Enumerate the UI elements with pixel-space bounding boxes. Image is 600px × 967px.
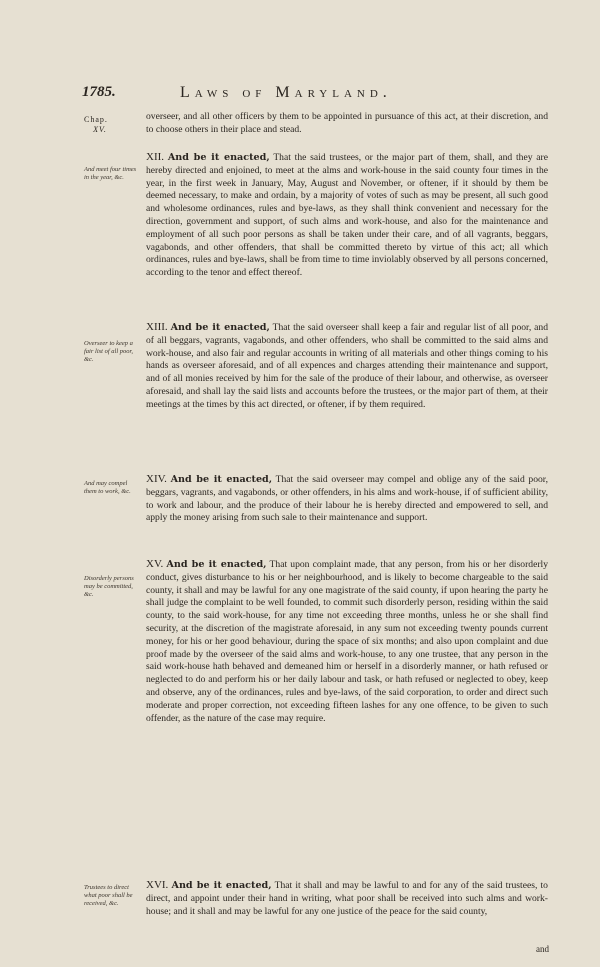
- section-number: XVI.: [146, 879, 169, 891]
- section-text: That the said overseer shall keep a fair and regular list of all poor, and of all beggars, vagrants, vagabonds, and other offenders, who shall be committed to the said alms and work-house, and also fair and regular accounts in writing of all materials and other things coming to his hands as overseer aforesaid, and of all expences and charges attending their maintenance and support, and of all monies received by him for the sale of the produce of their labour, and otherwise, as overseer aforesaid, and shall lay the said lists and accounts before the trustees, or the major part of them, at their meetings at the times by this act directed, or oftener, if by them required.: [146, 322, 548, 410]
- section-text: That it shall and may be lawful to and for any of the said trustees, to direct, and appoint under their hand in writing, what poor shall be received into such alms and work-house; and it shall and may be lawful for any one justice of the peace for the said county,: [146, 880, 548, 917]
- section-number: XV.: [146, 558, 164, 570]
- margin-note-xvi: Trustees to direct what poor shall be received, &c.: [84, 884, 133, 907]
- enacting-clause: And be it enacted,: [171, 880, 272, 891]
- section-number: XIII.: [146, 321, 168, 333]
- page-year: 1785.: [82, 84, 116, 100]
- section-xvi: [146, 879, 548, 918]
- section-xv: [146, 558, 548, 725]
- page-header: [0, 84, 600, 108]
- margin-note-xiii: Overseer to keep a fair list of all poor, &c.: [84, 340, 133, 363]
- enacting-clause: And be it enacted,: [170, 474, 273, 485]
- chapter-label: [84, 115, 116, 135]
- section-text: That upon complaint made, that any person, from his or her disorderly conduct, gives disturbance to his or her neighbourhood, and is likely to become chargeable to the said county, it shall and may be lawful for any one magistrate of the said county, if upon hearing the party he shall judge the complaint to be well founded, to commit such disorderly person, residing within the said county, to the said work-house, for any time not exceeding three months, unless he or she shall find security, at the discretion of the magistrate aforesaid, in any sum not exceeding twenty pounds current money, for his or her good behaviour, during the space of six months; and also upon complaint and due proof made by the overseer of the said alms and work-house, to any one trustee, that any person in the said work-house hath behaved and demeaned him or herself in a disorderly manner, or hath refused or neglected to do and perform his or her daily labour and task, or hath refused or neglected to obey, keep and observe, any of the ordinances, rules and bye-laws, of the said corporation, to order and direct such moderate and proper correction, not exceeding fifteen lashes for any one offence, to be given to such offender, as the nature of the case may require.: [146, 559, 548, 724]
- margin-note-xv: Disorderly persons may be committed, &c.: [84, 575, 134, 598]
- enacting-clause: And be it enacted,: [167, 152, 270, 163]
- chapter-word: Chap.: [84, 115, 108, 124]
- section-number: XIV.: [146, 473, 167, 485]
- chapter-number: XV.: [93, 125, 107, 134]
- section-number: XII.: [146, 151, 165, 163]
- section-text: That the said overseer may compel and oblige any of the said poor, beggars, vagrants, and vagabonds, or other offenders, in his alms and work-house, if of sufficient ability, to work and labour, and the produce of their labour he is hereby directed and empowered to sell, and apply the money arising from such sale to their maintenance and support.: [146, 474, 548, 524]
- section-xii: [146, 151, 548, 280]
- enacting-clause: And be it enacted,: [166, 559, 267, 570]
- section-xiii: [146, 321, 548, 412]
- enacting-clause: And be it enacted,: [170, 322, 270, 333]
- catchword: and: [536, 944, 549, 954]
- margin-note-xiv: And may compel them to work, &c.: [84, 480, 131, 495]
- intro-paragraph: overseer, and all other officers by them to be appointed in pursuance of this act, at their discretion, and to choose others in their place and stead.: [146, 111, 548, 135]
- page-title: Laws of Maryland.: [180, 84, 392, 101]
- margin-note-xii: And meet four times in the year, &c.: [84, 166, 137, 181]
- section-text: That the said trustees, or the major part of them, shall, and they are hereby directed and enjoined, to meet at the alms and work-house in the said county four times in the year, in the first week in January, May, August and November, or oftener, if it should by them be deemed necessary, to make and ordain, by a majority of votes of such as may be present, all such good and wholesome ordinances, rules and bye-laws, as they shall think convenient and necessary for the direction, government and support, of such alms and work-house, and also for the maintenance and employment of all such poor persons as shall be taken under their care, and of all vagrants, beggars, vagabonds, and other offenders, that shall be committed thereto by virtue of this act; all which ordinances, rules and bye-laws, shall be from time to time inviolably observed by all persons concerned, according to the tenor and effect thereof.: [146, 152, 548, 279]
- section-xiv: [146, 473, 548, 525]
